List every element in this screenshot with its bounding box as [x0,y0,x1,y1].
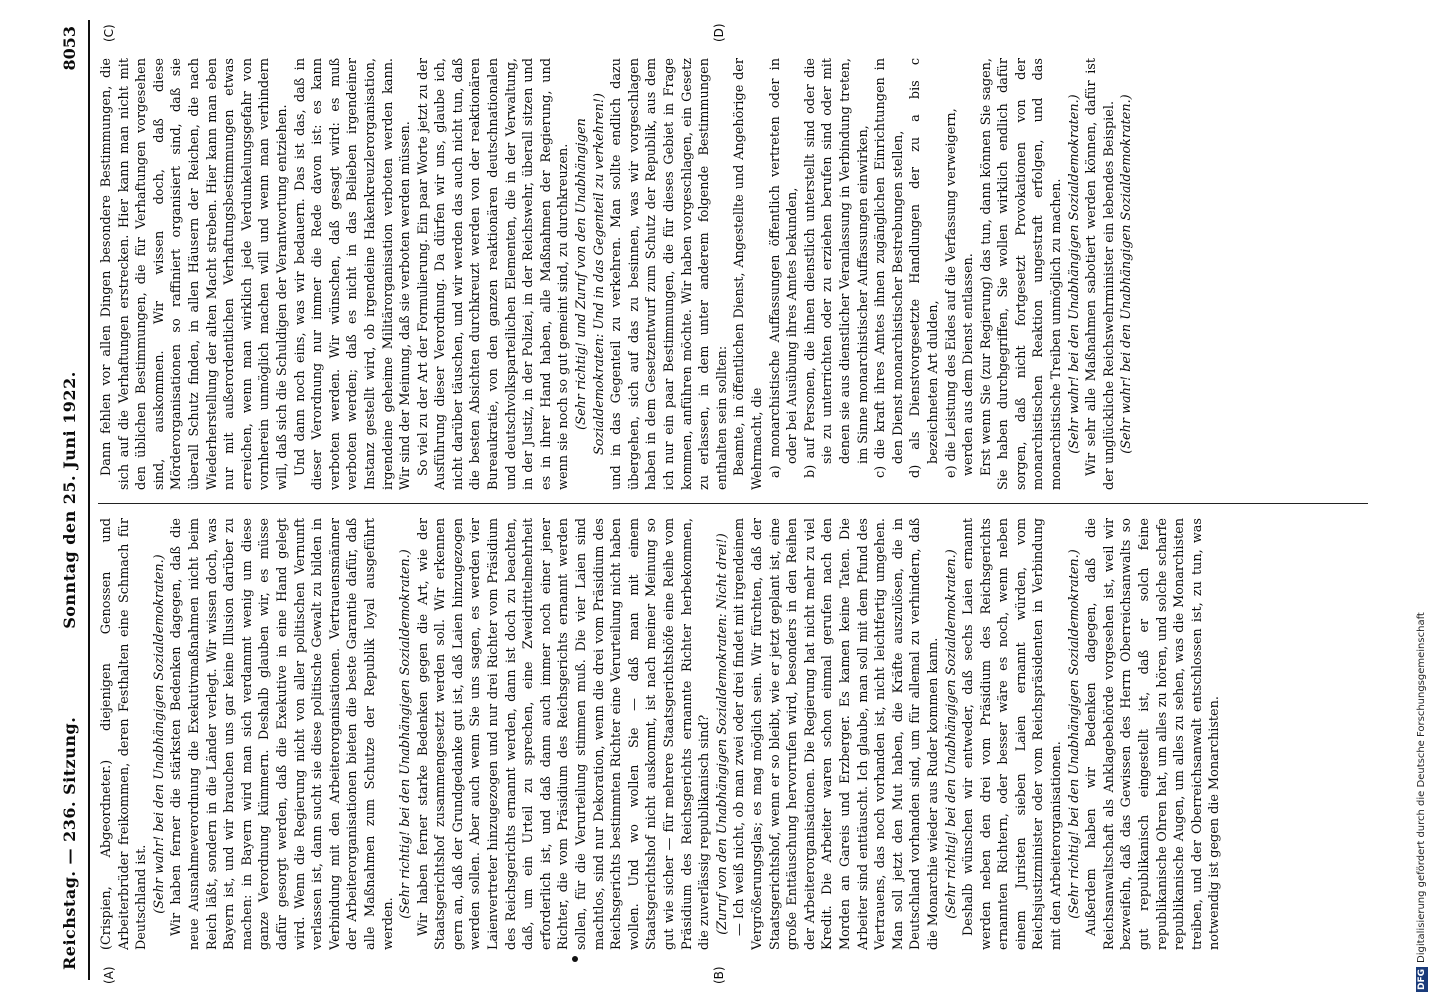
protocol-page [52,10,1382,990]
page-header [56,10,84,990]
paragraph: (Crispien, Abgeordneter.) diejenigen Genossen und Arbeiterbrüder freikommen, deren Festhalten eine Schmach für Deutschland ist. [99,518,150,950]
margin-marker-d: (D) [712,23,726,42]
paragraph: Wir haben ferner die stärksten Bedenken dagegen, daß die neue Ausnahmeverordnung die Exekutivmaßnahmen nicht beim Reich läßt, sondern in die Länder verlegt. Wir wissen doch, was Bayern ist, und wir brauchen uns gar keine Illusion darüber zu machen: in Bayern wird man sich verdammt wenig um diese ganze Verordnung kümmern. Deshalb glauben wir, es müsse dafür gesorgt werden, daß die Exekutive in eine Hand gelegt wird. Wenn die Regierung nicht von aller politischen Vernunft verlassen ist, dann sucht sie diese politische Gewalt zu bilden in Verbindung mit den Arbeiterorganisationen. Vertrauensmänner der Arbeiterorganisationen bieten die beste Garantie dafür, daß alle Maßnahmen zum Schutze der Republik loyal ausgeführt werden. [169,518,396,950]
interjection: (Sehr richtig! bei den Unabhängigen Sozialdemokraten.) [1066,549,1082,919]
interjection: (Sehr wahr! bei den Unabhängigen Sozialdemokraten.) [151,554,167,914]
list-item: a) monarchistische Auffassungen öffentlich vertreten oder in oder bei Ausübung ihres Amtes bekunden, [767,58,801,478]
header-left: Reichstag. — 236. Sitzung. [60,716,79,970]
margin-dot [572,956,578,962]
paragraph: Erst wenn Sie (zur Regierung) das tun, dann können Sie sagen, Sie haben durchgegriffen, Sie wollen wirklich endlich dafür sorgen, daß nicht fortgesetzt Provokationen von der monarchistischen Reaktion ungestraft erfolgen, und das monarchistische Treiben unmöglich zu machen. [978,58,1065,490]
margin-marker-c: (C) [102,24,116,42]
paragraph: Deshalb wünschen wir entweder, daß sechs Laien ernannt werden neben den drei vom Präsidium des Reichsgerichts ernannten Richtern, oder besser wäre es noch, wenn neben einem Juristen sieben Laien ernannt würden, vom Reichsjustizminister oder vom Reichspräsidenten in Verbindung mit den Arbeiterorganisationen. [961,518,1065,950]
paragraph: Dann fehlen vor allen Dingen besondere Bestimmungen, die sich auf die Verhaftungen erstrecken. Hier kann man nicht mit den üblichen Bestimmungen, die für Verhaftungen vorgesehen sind, auskommen. Wir wissen doch, daß diese Mörderorganisationen so raffiniert organisiert sind, daß sie überall Schutz finden, in allen Häusern der Reichen, die nach Wiederherstellung der alten Macht streben. Hier kann man eben nur mit außerordentlichen Verhaftungsbestimmungen etwas erreichen, wenn man wirklich jede Verdunkelungsgefahr von vornherein unmöglich machen will und wenn man verhindern will, daß sich die Schuldigen der Verantwortung entziehen. [99,58,290,490]
right-column [98,58,1368,490]
paragraph: Außerdem haben wir Bedenken dagegen, daß die Reichsanwaltschaft als Anklagebehörde vorgesehen ist, weil wir bezweifeln, daß das Gewissen des Herrn Oberreichsanwalts so gut republikanisch eingestellt ist, daß er solch feine republikanische Ohren hat, um alles zu hören, und solche scharfe republikanische Augen, um alles zu sehen, was die Monarchisten treiben, und der Oberreichsanwalt entschlossen ist, zu tun, was notwendig ist gegen die Monarchisten. [1084,518,1223,950]
margin-marker-a: (A) [102,966,116,984]
interjection: (Sehr richtig! bei den Unabhängigen Sozialdemokraten.) [398,549,414,919]
paragraph: Wir haben ferner starke Bedenken gegen die Art, wie der Staatsgerichtshof zusammengesetzt werden soll. Wir erkennen gern an, daß der Grundgedanke gut ist, daß Laien hinzugezogen werden sollen. Aber auch wenn Sie uns sagen, es werden vier Laienvertreter hinzugezogen und nur drei Richter vom Präsidium des Reichsgerichts ernannt werden, dann ist doch zu beachten, daß, um ein Urteil zu sprechen, eine Zweidrittelmehrheit erforderlich ist, und daß dann auch immer noch einer jener Richter, die vom Präsidium des Reichsgerichts ernannt werden sollen, für die Verurteilung stimmen muß. Die vier Laien sind machtlos, sind nur Dekoration, wenn die drei vom Präsidium des Reichsgerichts bestimmten Richter eine Verurteilung nicht haben wollen. Und wo wollen Sie — daß man mit einem Staatsgerichtshof nicht auskommt, ist nach meiner Meinung so gut wie sicher — für mehrere Staatsgerichtshöfe eine Reihe vom Präsidium des Reichsgerichts ernannte Richter herbekommen, die zuverlässig republikanisch sind? [415,518,713,950]
paragraph: und in das Gegenteil zu verkehren. Man sollte endlich dazu übergehen, sich auf das zu besinnen, was wir vorgeschlagen haben in dem Gesetzentwurf zum Schutz der Republik, aus dem ich nur ein paar Bestimmungen, die für dieses Gebiet in Frage kommen, anführen möchte. Wir haben vorgeschlagen, ein Gesetz zu erlassen, in dem unter anderem folgende Bestimmungen enthalten sein sollten: [609,58,730,490]
digitization-credit [1416,8,1428,992]
column-divider [98,503,1368,504]
left-column [98,518,1368,950]
interjection: (Zuruf von den Unabhängigen Sozialdemokraten: Nicht drei!) [714,533,730,935]
paragraph: Und dann noch eins, was wir bedauern. Das ist das, daß in dieser Verordnung nur immer die Rede davon ist: es kann verboten werden. Wir wünschen, daß gesagt wird: es muß verboten werden; daß es nicht in das Belieben irgendeiner Instanz gestellt wird, ob irgendeine Hakenkreuzlerorganisation, irgendeine geheime Militärorganisation verboten werden kann. Wir sind der Meinung, daß sie verboten werden müssen. [292,58,414,490]
interjection: (Sehr richtig! und Zuruf von den Unabhängigen Sozialdemokraten: Und in das Gegenteil zu verkehren!) [574,93,607,455]
paragraph: Wir sehr alle Maßnahmen sabotiert werden können, dafür ist der unglückliche Reichswehrminister ein lebendes Beispiel. [1084,58,1117,490]
paragraph: So viel zu der Art der Formulierung. Ein paar Worte jetzt zu der Ausführung dieser Verordnung. Da dürfen wir uns, glaube ich, nicht darüber täuschen, und wir werden das auch nicht tun, daß die besten Absichten durchkreuzt werden von der reaktionären Bureaukratie, von den ganzen reaktionären deutschnationalen und deutschvolksparteilichen Elementen, die in der Verwaltung, in der Justiz, in der Polizei, in der Reichswehr, überall sitzen und es in ihrer Hand haben, alle Maßnahmen der Regierung, und wenn sie noch so gut gemeint sind, zu durchkreuzen. [415,58,572,490]
list-item: d) als Dienstvorgesetzte Handlungen der zu a bis c bezeichneten Art dulden, [908,58,941,478]
interjection: (Sehr richtig! bei den Unabhängigen Sozialdemokraten.) [943,549,959,919]
interjection: (Sehr wahr! bei den Unabhängigen Sozialdemokraten.) [1066,94,1082,454]
list-item: e) die Leistung des Eides auf die Verfassung verweigern, [943,108,959,478]
interjection: (Sehr wahr! bei den Unabhängigen Sozialdemokraten.) [1119,94,1135,454]
margin-marker-b: (B) [712,966,726,984]
credit-text: Digitalisierung gefördert durch die Deutsche Forschungsgemeinschaft [1416,612,1427,963]
paragraph: — Ich weiß nicht, ob man zwei oder drei findet mit irgendeinem Vergrößerungsglas; es mag möglich sein. Wir fürchten, daß der Staatsgerichtshof, wenn er so bleibt, wie er jetzt geplant ist, eine große Enttäuschung hervorrufen wird, besonders in den Reihen der Arbeiterorganisationen. Die Regierung hat nicht mehr zu viel Kredit. Die Arbeiter waren schon einmal gerufen nach den Morden an Gareis und Erzberger. Es kamen keine Taten. Die Arbeiter sind enttäuscht. Ich glaube, man soll mit dem Pfund des Vertrauens, das noch vorhanden ist, nicht leichtfertig umgehen. Man soll jetzt den Mut haben, die Kräfte auszulösen, die in Deutschland vorhanden sind, um für allemal zu verhindern, daß die Monarchie wieder aus Ruder kommen kann. [732,518,941,950]
header-date: Sonntag den 25. Juni 1922. [60,371,79,629]
paragraph: Beamte, in öffentlichen Dienst, Angestellte und Angehörige der Wehrmacht, die [732,58,765,490]
dfg-logo: DFG [1417,968,1427,990]
header-rule [88,20,90,980]
page-number: 8053 [60,26,79,71]
paragraph: werden aus dem Dienst entlassen. [961,253,977,476]
list-item: b) auf Personen, die ihnen dienstlich unterstellt sind oder die sie zu unterrichten oder zu erziehen berufen sind oder mit denen sie aus dienstlicher Veranlassung in Verbindung treten, im Sinne monarchistischer Auffassungen einwirken, [802,58,871,478]
list-item: c) die kraft ihres Amtes ihnen zugänglichen Einrichtungen in den Dienst monarchistischer Bestrebungen stellen, [873,58,906,478]
